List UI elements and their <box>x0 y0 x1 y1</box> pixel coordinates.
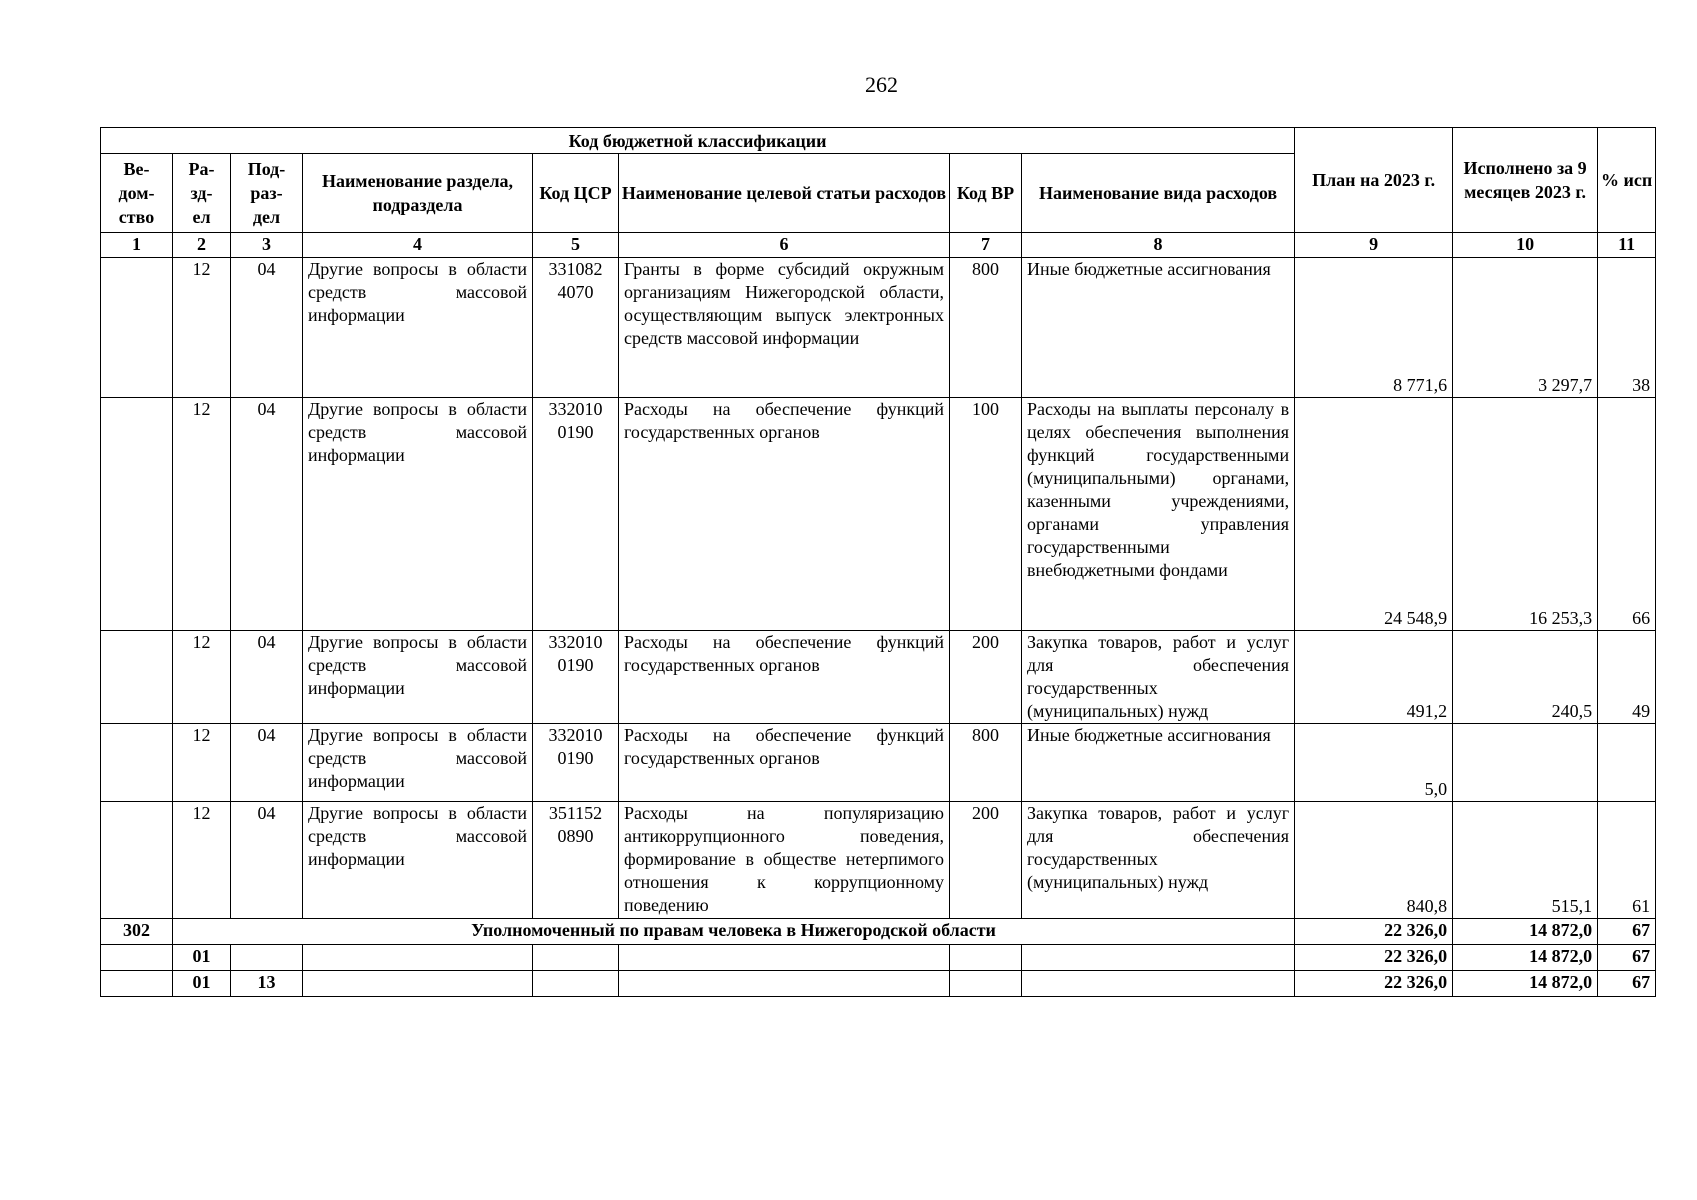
razdel-cell: 01 <box>173 945 231 971</box>
csr-cell: 331082 4070 <box>533 258 619 398</box>
fact-cell: 515,1 <box>1453 802 1598 919</box>
table-row <box>101 398 1656 631</box>
pct-cell: 49 <box>1598 631 1656 724</box>
empty-cell <box>1022 945 1295 971</box>
razdel-name-cell: Другие вопросы в области средств массовой информации <box>303 631 533 724</box>
csr-name-cell: Расходы на обеспечение функций государственных органов <box>619 724 950 802</box>
table-row <box>101 724 1656 802</box>
column-number: 1 <box>101 233 173 258</box>
razdel-header: Ра- зд- ел <box>173 154 231 233</box>
csr-name-cell: Расходы на обеспечение функций государственных органов <box>619 398 950 631</box>
empty-cell <box>619 971 950 997</box>
fact-cell: 14 872,0 <box>1453 971 1598 997</box>
razdel-cell: 12 <box>173 631 231 724</box>
vedomstvo-header: Ве- дом- ство <box>101 154 173 233</box>
fact-cell: 16 253,3 <box>1453 398 1598 631</box>
table-row <box>101 802 1656 919</box>
vr-name-cell: Иные бюджетные ассигнования <box>1022 258 1295 398</box>
column-number: 9 <box>1295 233 1453 258</box>
column-number: 3 <box>231 233 303 258</box>
budget-table <box>100 127 1656 997</box>
empty-cell <box>619 945 950 971</box>
column-number: 8 <box>1022 233 1295 258</box>
pct-cell: 38 <box>1598 258 1656 398</box>
plan-cell: 8 771,6 <box>1295 258 1453 398</box>
razdel-cell: 12 <box>173 802 231 919</box>
department-title: Уполномоченный по правам человека в Нижегородской области <box>173 919 1295 945</box>
empty-cell <box>1022 971 1295 997</box>
razdel-name-cell: Другие вопросы в области средств массовой информации <box>303 802 533 919</box>
vedomstvo-cell <box>101 631 173 724</box>
podrazdel-cell: 04 <box>231 398 303 631</box>
empty-cell <box>950 971 1022 997</box>
vedomstvo-cell <box>101 971 173 997</box>
column-number: 6 <box>619 233 950 258</box>
vr-name-cell: Иные бюджетные ассигнования <box>1022 724 1295 802</box>
vr-name-header: Наименование вида расходов <box>1022 154 1295 233</box>
column-number: 4 <box>303 233 533 258</box>
vr-cell: 800 <box>950 258 1022 398</box>
csr-cell: 332010 0190 <box>533 398 619 631</box>
podrazdel-cell: 04 <box>231 802 303 919</box>
pct-cell: 66 <box>1598 398 1656 631</box>
podrazdel-cell: 04 <box>231 258 303 398</box>
vr-name-cell: Закупка товаров, работ и услуг для обеспечения государственных (муниципальных) нужд <box>1022 802 1295 919</box>
vedomstvo-cell <box>101 802 173 919</box>
csr-header: Код ЦСР <box>533 154 619 233</box>
pct-cell <box>1598 724 1656 802</box>
column-number: 7 <box>950 233 1022 258</box>
plan-cell: 24 548,9 <box>1295 398 1453 631</box>
empty-cell <box>303 971 533 997</box>
empty-cell <box>533 971 619 997</box>
column-numbers-row <box>101 233 1656 258</box>
fact-cell: 240,5 <box>1453 631 1598 724</box>
vr-cell: 200 <box>950 631 1022 724</box>
table-row <box>101 631 1656 724</box>
empty-cell <box>303 945 533 971</box>
csr-cell: 332010 0190 <box>533 631 619 724</box>
plan-cell: 22 326,0 <box>1295 971 1453 997</box>
podrazdel-header: Под- раз- дел <box>231 154 303 233</box>
vr-name-cell: Закупка товаров, работ и услуг для обеспечения государственных (муниципальных) нужд <box>1022 631 1295 724</box>
csr-name-cell: Расходы на популяризацию антикоррупционного поведения, формирование в обществе нетерпимого отношения к коррупционному поведению <box>619 802 950 919</box>
razdel-cell: 12 <box>173 398 231 631</box>
plan-cell: 22 326,0 <box>1295 919 1453 945</box>
pct-cell: 67 <box>1598 919 1656 945</box>
razdel-name-header: Наименование раздела, подраздела <box>303 154 533 233</box>
podrazdel-cell: 04 <box>231 631 303 724</box>
vr-cell: 800 <box>950 724 1022 802</box>
vr-cell: 100 <box>950 398 1022 631</box>
fact-cell: 14 872,0 <box>1453 945 1598 971</box>
razdel-name-cell: Другие вопросы в области средств массовой информации <box>303 398 533 631</box>
pct-header: % исп <box>1598 128 1656 233</box>
vedomstvo-cell <box>101 398 173 631</box>
vedomstvo-cell: 302 <box>101 919 173 945</box>
table-row <box>101 258 1656 398</box>
column-number: 11 <box>1598 233 1656 258</box>
fact-cell: 3 297,7 <box>1453 258 1598 398</box>
podrazdel-cell: 13 <box>231 971 303 997</box>
vedomstvo-cell <box>101 258 173 398</box>
vedomstvo-cell <box>101 724 173 802</box>
razdel-name-cell: Другие вопросы в области средств массовой информации <box>303 724 533 802</box>
pct-cell: 67 <box>1598 945 1656 971</box>
csr-cell: 332010 0190 <box>533 724 619 802</box>
subsection-total-row <box>101 971 1656 997</box>
plan-cell: 840,8 <box>1295 802 1453 919</box>
budget-classification-header: Код бюджетной классификации <box>101 128 1295 154</box>
vr-header: Код ВР <box>950 154 1022 233</box>
podrazdel-cell: 04 <box>231 724 303 802</box>
fact-header: Исполнено за 9 месяцев 2023 г. <box>1453 128 1598 233</box>
column-number: 2 <box>173 233 231 258</box>
podrazdel-cell <box>231 945 303 971</box>
razdel-name-cell: Другие вопросы в области средств массовой информации <box>303 258 533 398</box>
csr-cell: 351152 0890 <box>533 802 619 919</box>
vr-name-cell: Расходы на выплаты персоналу в целях обеспечения выполнения функций государственными (муниципальными) органами, казенными учреждениями, органами управления государственными внебюджетными фондами <box>1022 398 1295 631</box>
razdel-cell: 12 <box>173 258 231 398</box>
fact-cell: 14 872,0 <box>1453 919 1598 945</box>
fact-cell <box>1453 724 1598 802</box>
razdel-cell: 01 <box>173 971 231 997</box>
column-number: 5 <box>533 233 619 258</box>
page-number: 262 <box>865 72 898 97</box>
razdel-cell: 12 <box>173 724 231 802</box>
plan-cell: 491,2 <box>1295 631 1453 724</box>
vr-cell: 200 <box>950 802 1022 919</box>
plan-cell: 5,0 <box>1295 724 1453 802</box>
empty-cell <box>950 945 1022 971</box>
csr-name-cell: Гранты в форме субсидий окружным организациям Нижегородской области, осуществляющим выпуск электронных средств массовой информации <box>619 258 950 398</box>
column-number: 10 <box>1453 233 1598 258</box>
vedomstvo-cell <box>101 945 173 971</box>
department-total-row <box>101 919 1656 945</box>
section-total-row <box>101 945 1656 971</box>
plan-cell: 22 326,0 <box>1295 945 1453 971</box>
csr-name-header: Наименование целевой статьи расходов <box>619 154 950 233</box>
pct-cell: 67 <box>1598 971 1656 997</box>
empty-cell <box>533 945 619 971</box>
csr-name-cell: Расходы на обеспечение функций государственных органов <box>619 631 950 724</box>
plan-header: План на 2023 г. <box>1295 128 1453 233</box>
pct-cell: 61 <box>1598 802 1656 919</box>
